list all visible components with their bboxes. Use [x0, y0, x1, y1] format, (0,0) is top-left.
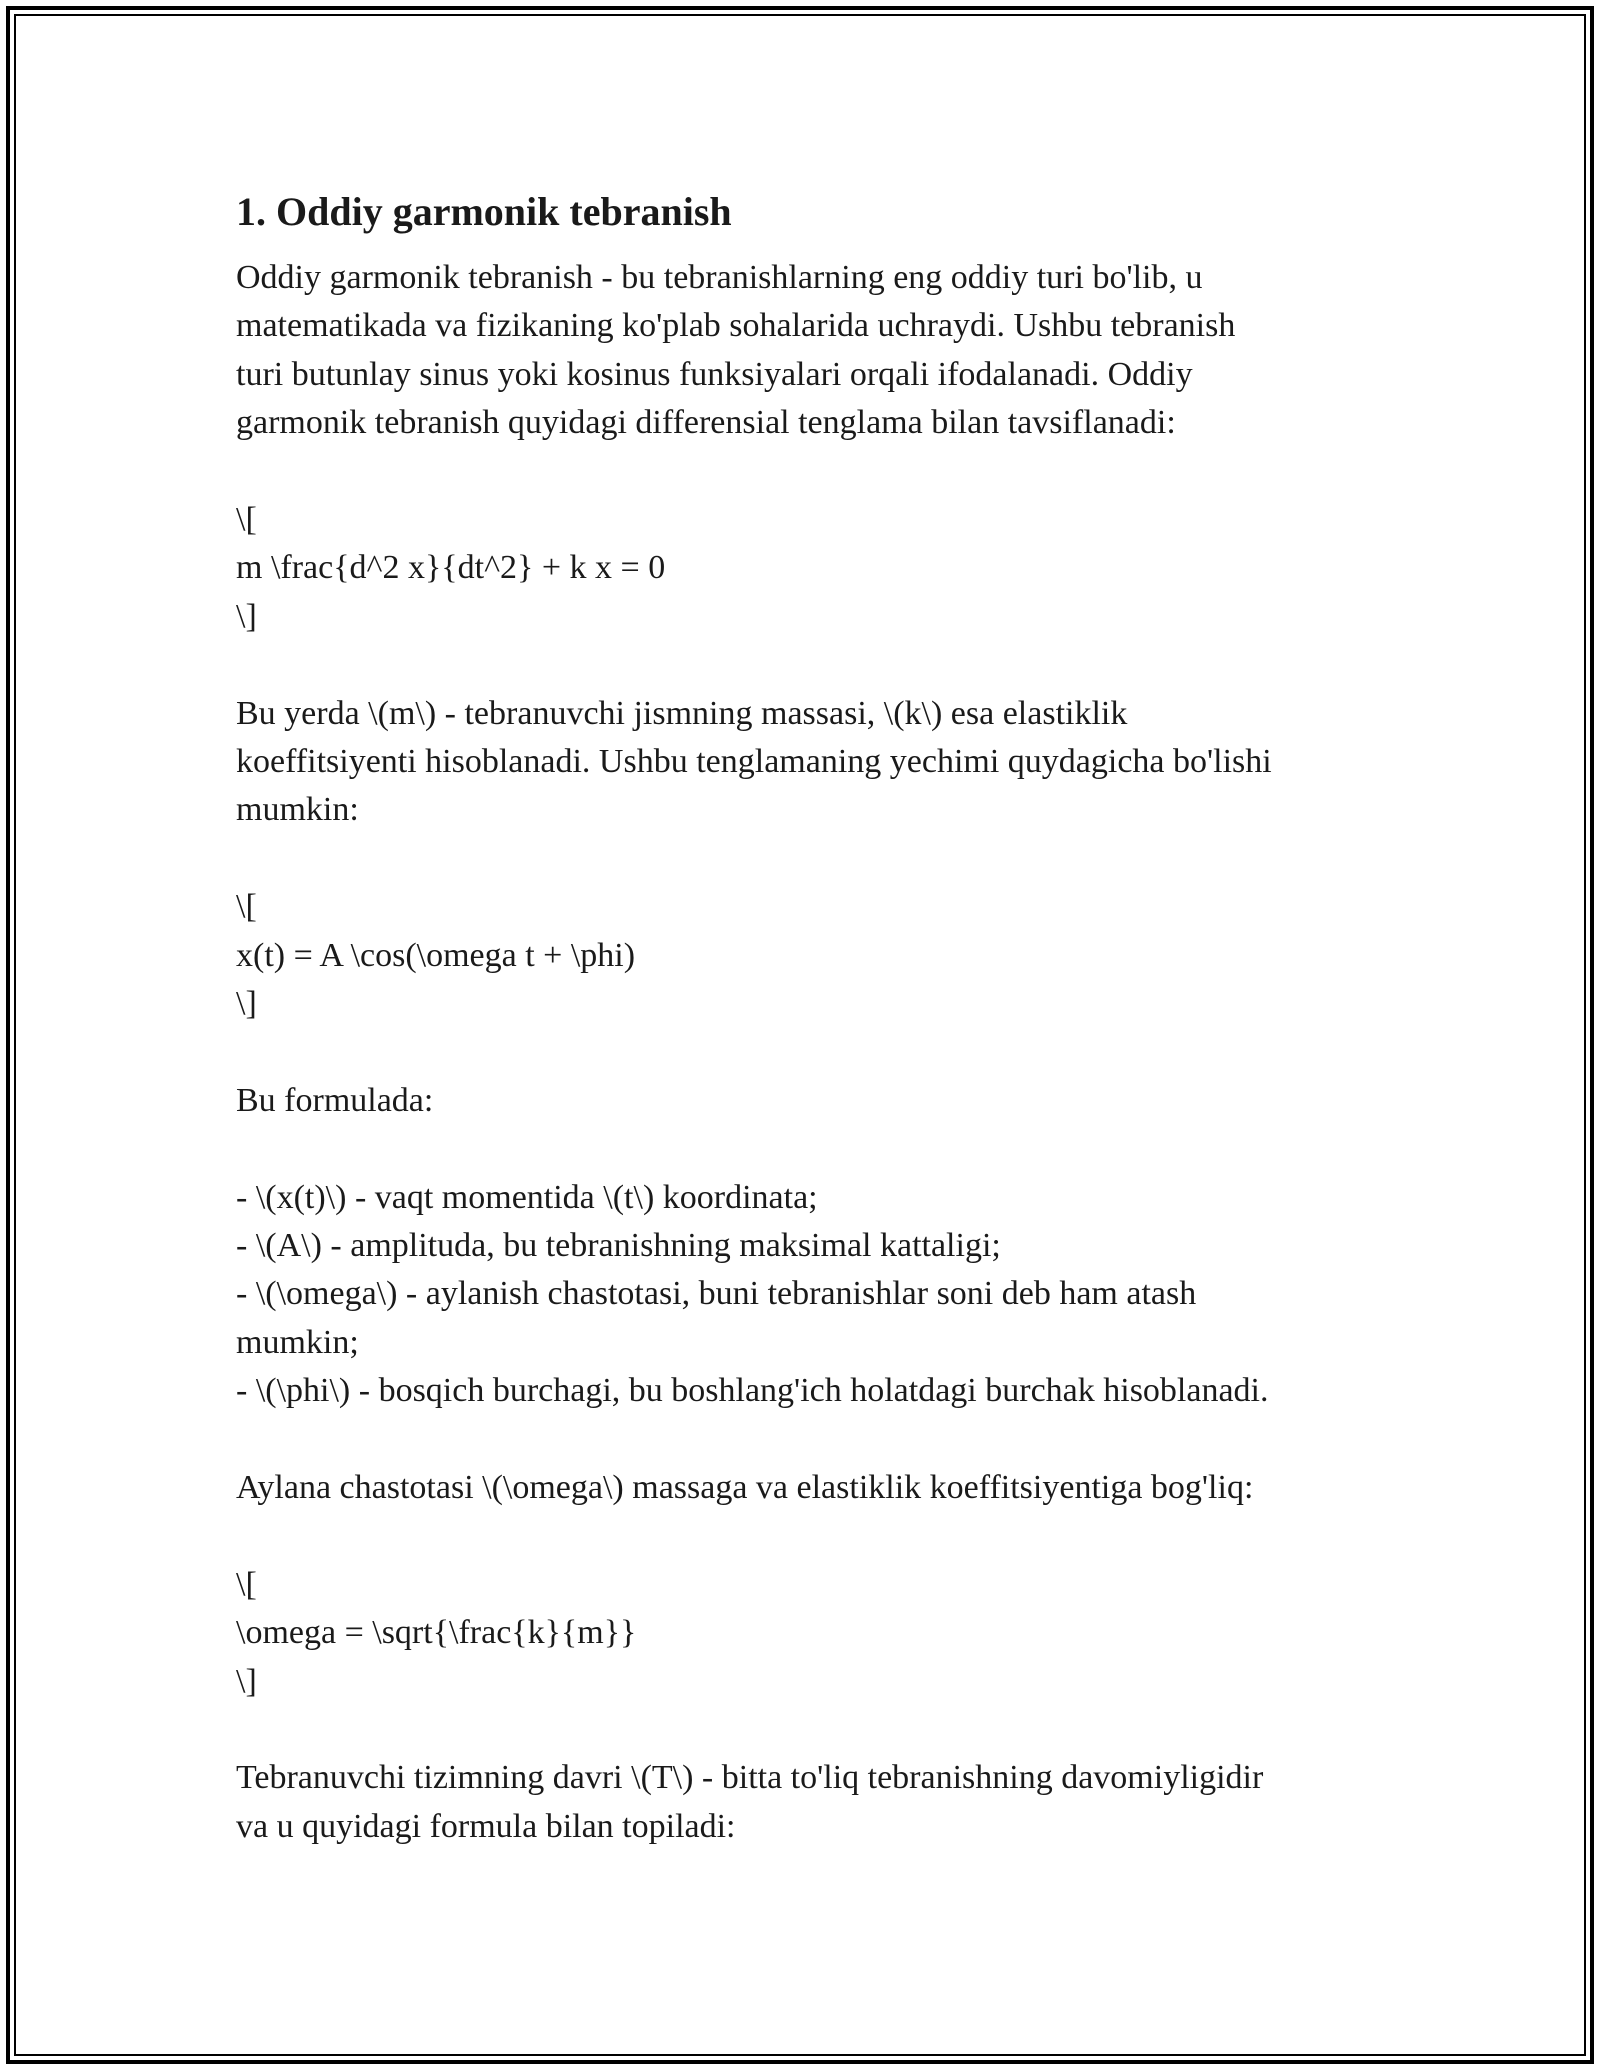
text-line: turi butunlay sinus yoki kosinus funksiyalari orqali ifodalanadi. Oddiy: [236, 355, 1193, 393]
text-line: Oddiy garmonik tebranish - bu tebranishlarning eng oddiy turi bo'lib, u: [236, 259, 1203, 296]
intro-paragraph: [236, 254, 1376, 448]
paragraph-3: Bu formulada:: [236, 1081, 434, 1119]
text-line: koeffitsiyenti hisoblanadi. Ushbu tenglamaning yechimi quydagicha bo'lishi: [236, 743, 1272, 781]
blank-line: [236, 1512, 1376, 1560]
equation-close: \]: [236, 597, 257, 635]
equation-body: m \frac{d^2 x}{dt^2} + k x = 0: [236, 549, 666, 587]
blank-line: [236, 641, 1376, 689]
text-line: va u quyidagi formula bilan topiladi:: [236, 1807, 736, 1845]
blank-line: [236, 1028, 1376, 1076]
blank-line: [236, 448, 1376, 496]
paragraph-2: [236, 690, 1376, 835]
blank-line: [236, 835, 1376, 883]
equation-block-3: [236, 1561, 1376, 1706]
text-line: Tebranuvchi tizimning davri \(T\) - bitta to'liq tebranishning davomiyligidir: [236, 1759, 1264, 1797]
blank-line: [236, 1706, 1376, 1754]
equation-open: \[: [236, 1565, 257, 1603]
list-item: - \(x(t)\) - vaqt momentida \(t\) koordinata;: [236, 1178, 818, 1216]
equation-open: \[: [236, 501, 257, 539]
equation-block-1: [236, 496, 1376, 641]
text-line: garmonik tebranish quyidagi differensial tenglama bilan tavsiflanadi:: [236, 404, 1176, 442]
paragraph-5: [236, 1754, 1376, 1851]
equation-body: x(t) = A \cos(\omega t + \phi): [236, 936, 636, 974]
list-item: - \(A\) - amplituda, bu tebranishning maksimal kattaligi;: [236, 1227, 1001, 1265]
text-line: matematikada va fizikaning ko'plab sohalarida uchraydi. Ushbu tebranish: [236, 307, 1236, 345]
text-line: Bu yerda \(m\) - tebranuvchi jismning massasi, \(k\) esa elastiklik: [236, 694, 1128, 732]
list-item: - \(\phi\) - bosqich burchagi, bu boshlang'ich holatdagi burchak hisoblanadi.: [236, 1372, 1269, 1410]
blank-line: [236, 1125, 1376, 1173]
definition-list: [236, 1174, 1376, 1416]
equation-body: \omega = \sqrt{\frac{k}{m}}: [236, 1614, 637, 1652]
equation-block-2: [236, 883, 1376, 1028]
equation-close: \]: [236, 985, 257, 1023]
document-body: [236, 186, 1376, 1851]
list-item-continuation: mumkin;: [236, 1323, 359, 1361]
text-line: mumkin:: [236, 791, 359, 829]
equation-close: \]: [236, 1662, 257, 1700]
equation-open: \[: [236, 888, 257, 926]
blank-line: [236, 1416, 1376, 1464]
paragraph-4: Aylana chastotasi \(\omega\) massaga va elastiklik koeffitsiyentiga bog'liq:: [236, 1469, 1254, 1507]
section-heading: 1. Oddiy garmonik tebranish: [236, 189, 732, 234]
list-item: - \(\omega\) - aylanish chastotasi, buni tebranishlar soni deb ham atash: [236, 1275, 1197, 1313]
